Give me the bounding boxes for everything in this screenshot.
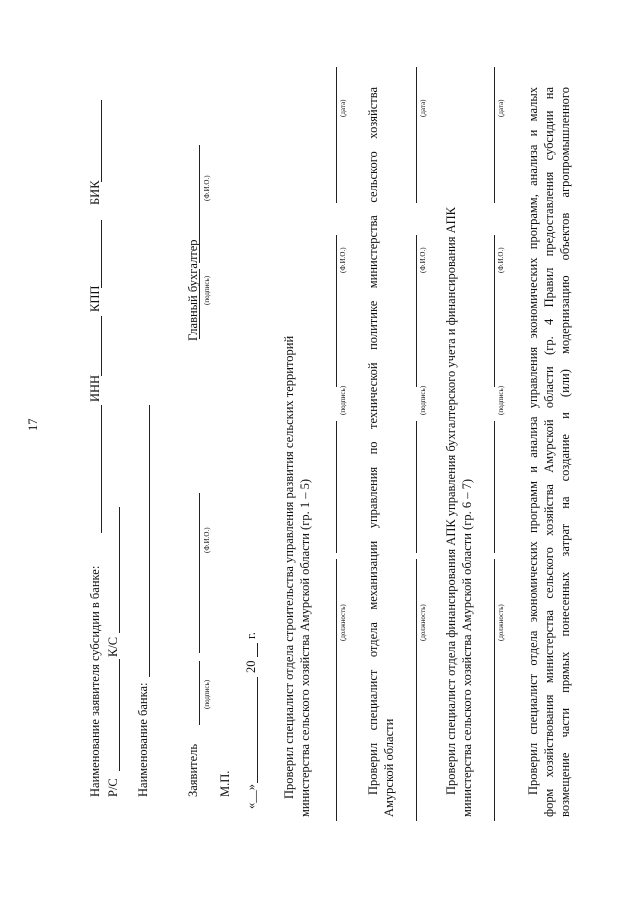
bank-name-line <box>149 405 150 677</box>
check3-signature-line <box>494 421 495 553</box>
date-quote: «__» <box>244 784 258 809</box>
check2-fio-line <box>416 235 417 387</box>
ks-label: К/С <box>106 636 120 657</box>
date-year-suffix: г. <box>244 632 258 639</box>
check2-signature-caption: (подпись) <box>419 385 427 415</box>
applicant-bank-name-line <box>101 405 102 533</box>
check4-line1: Проверил специалист отдела экономических программ и анализа управления экономических программ, анализа и малых <box>526 87 540 795</box>
check1-line2: министерства сельского хозяйства Амурской области (гр. 1 – 5) <box>298 479 312 817</box>
applicant-label: Заявитель <box>186 743 200 797</box>
check1-signature-line <box>336 421 337 553</box>
check2-line2: Амурской области <box>382 718 396 817</box>
check2-position-line <box>416 559 417 821</box>
chief-accountant-fio-caption: (Ф.И.О.) <box>203 175 211 201</box>
check1-position-line <box>336 559 337 821</box>
chief-accountant-signature-line <box>199 269 200 339</box>
check2-date-caption: (дата) <box>419 99 427 117</box>
chief-accountant-fio-line <box>199 145 200 263</box>
check3-position-line <box>494 559 495 821</box>
check4-line3: возмещение части прямых понесенных затрат на создание и (или) модернизацию объектов агропромышленного <box>558 87 572 817</box>
check3-position-caption: (должность) <box>497 604 505 641</box>
check4-line2: форм хозяйствования министерства сельского хозяйства Амурской области (гр. 4 Правил предоставления субсидии на <box>542 87 556 817</box>
inn-label: ИНН <box>88 374 102 402</box>
page-number: 17 <box>26 418 40 431</box>
check2-position-caption: (должность) <box>419 604 427 641</box>
date-year-line <box>257 643 258 657</box>
check1-date-line <box>336 67 337 203</box>
bik-label: БИК <box>88 180 102 205</box>
date-year-prefix: 20 <box>244 660 258 673</box>
chief-accountant-label: Главный бухгалтер <box>186 239 200 341</box>
check2-date-line <box>416 67 417 203</box>
inn-line <box>101 316 102 376</box>
check3-fio-line <box>494 235 495 387</box>
check2-signature-line <box>416 421 417 553</box>
chief-accountant-signature-caption: (подпись) <box>203 275 211 305</box>
check3-date-line <box>494 67 495 203</box>
check3-fio-caption: (Ф.И.О.) <box>497 247 505 273</box>
check3-line2: министерства сельского хозяйства Амурской области (гр. 6 – 7) <box>460 479 474 817</box>
applicant-signature-line <box>199 661 200 725</box>
check1-date-caption: (дата) <box>339 99 347 117</box>
rs-label: Р/С <box>106 778 120 797</box>
bik-line <box>101 100 102 182</box>
rs-line <box>119 659 120 771</box>
check2-fio-caption: (Ф.И.О.) <box>419 247 427 273</box>
check3-line1: Проверил специалист отдела финансирования АПК управления бухгалтерского учета и финансирования АПК <box>444 207 458 795</box>
check1-position-caption: (должность) <box>339 604 347 641</box>
check3-date-caption: (дата) <box>497 99 505 117</box>
applicant-fio-line <box>199 493 200 653</box>
check1-fio-caption: (Ф.И.О.) <box>339 247 347 273</box>
applicant-fio-caption: (Ф.И.О.) <box>203 527 211 553</box>
check2-line1: Проверил специалист отдела механизации управления по технической политике министерства сельского хозяйства <box>366 87 380 795</box>
bank-name-label: Наименование банка: <box>136 682 150 797</box>
check1-signature-caption: (подпись) <box>339 385 347 415</box>
date-month-line <box>257 677 258 783</box>
check3-signature-caption: (подпись) <box>497 385 505 415</box>
applicant-bank-name-label: Наименование заявителя субсидии в банке: <box>88 565 102 797</box>
check1-fio-line <box>336 235 337 387</box>
kpp-label: КПП <box>88 285 102 312</box>
applicant-signature-caption: (подпись) <box>203 679 211 709</box>
ks-line <box>119 507 120 633</box>
stamp-label: М.П. <box>218 770 232 797</box>
check1-line1: Проверил специалист отдела строительства управления развития сельских территорий <box>282 335 296 799</box>
kpp-line <box>101 220 102 288</box>
